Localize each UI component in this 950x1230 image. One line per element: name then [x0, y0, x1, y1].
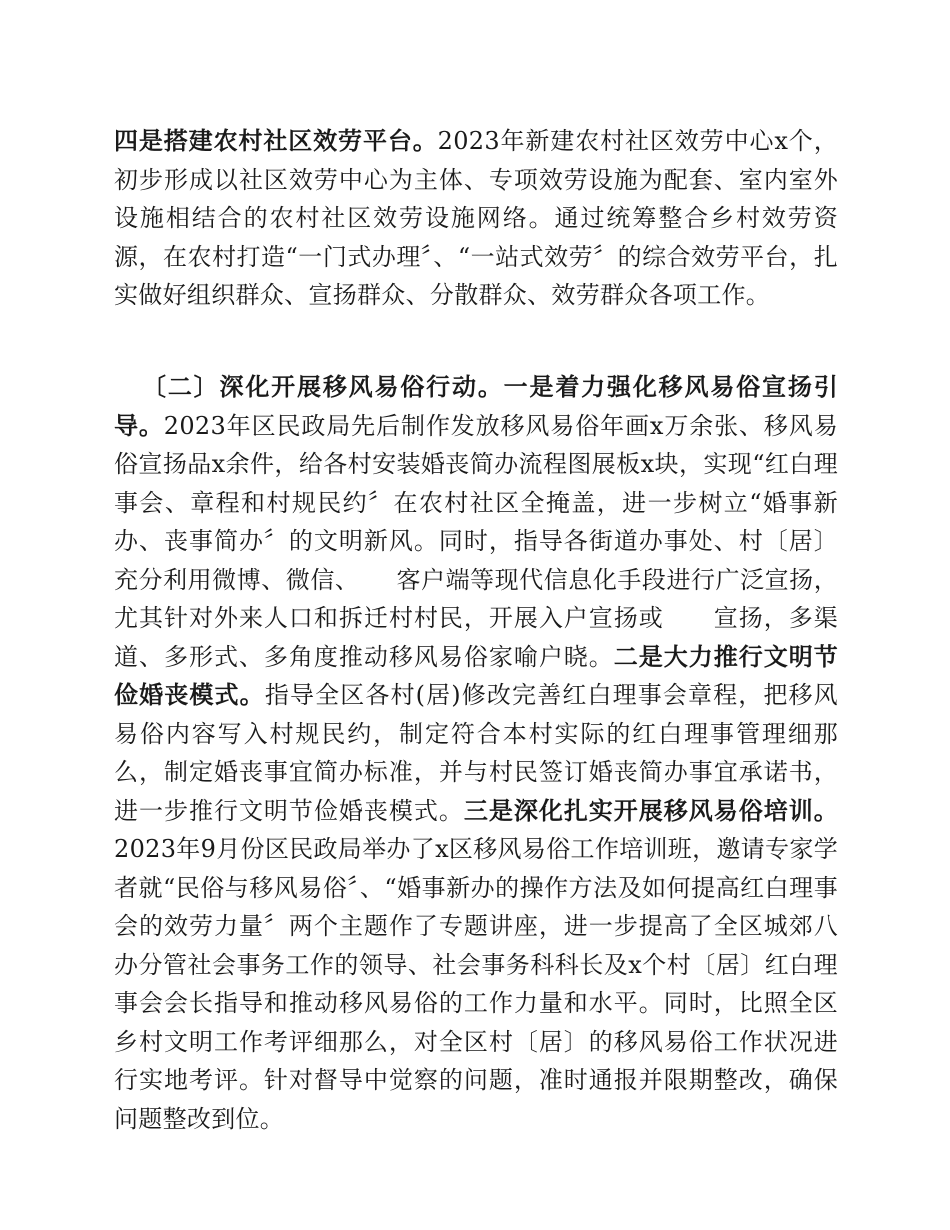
paragraph-custom-reform-action — [114, 368, 838, 1138]
bold-heading-run: 三是深化扎实开展移风易俗培训。 — [463, 795, 839, 825]
body-text-run: 2023年新建农村社区效劳中心x个，初步形成以社区效劳中心为主体、专项效劳设施为配套、室内室外设施相结合的农村社区效劳设施网络。通过统筹整合乡村效劳资源，在农村打造“一门式办理〞、“一站式效劳〞的综合效劳平台，扎实做好组织群众、宣扬群众、分散群众、效劳群众各项工作。 — [114, 127, 838, 309]
bold-heading-run: 〔二〕深化开展移风易俗行动。一是着力强化移风易俗宣扬引导。 — [114, 372, 838, 440]
body-text-run: 指导全区各村(居)修改完善红白理事会章程，把移风易俗内容写入村规民约，制定符合本村实际的红白理事管理细那么，制定婚丧事宜简办标准，并与村民签订婚丧简办事宜承诺书，进一步推行文明节俭婚丧模式。 — [114, 681, 838, 825]
bold-heading-run: 二是大力推行文明节俭婚丧模式。 — [114, 641, 839, 709]
body-text-run: 2023年区民政局先后制作发放移风易俗年画x万余张、移风易俗宣扬品x余件，给各村安装婚丧简办流程图展板x块，实现“红白理事会、章程和村规民约〞在农村社区全掩盖，进一步树立“婚事新办、丧事简办〞的文明新风。同时，指导各街道办事处、村〔居〕充分利用微博、微信、 客户端等现代信息化手段进行广泛宣扬，尤其针对外来人口和拆迁村村民，开展入户宣扬或 宣扬，多渠道、多形式、多角度推动移风易俗家喻户晓。 — [114, 411, 838, 671]
body-text-run: 2023年9月份区民政局举办了x区移风易俗工作培训班，邀请专家学者就“民俗与移风易俗〞、“婚事新办的操作方法及如何提高红白理事会的效劳力量〞两个主题作了专题讲座，进一步提高了全区城郊八办分管社会事务工作的领导、社会事务科科长及x个村〔居〕红白理事会会长指导和推动移风易俗的工作力量和水平。同时，比照全区乡村文明工作考评细那么，对全区村〔居〕的移风易俗工作状况进行实地考评。针对督导中觉察的问题，准时通报并限期整改，确保问题整改到位。 — [114, 835, 838, 1133]
paragraph-rural-service-platform — [114, 122, 838, 315]
bold-heading-run: 四是搭建农村社区效劳平台。 — [114, 126, 438, 155]
